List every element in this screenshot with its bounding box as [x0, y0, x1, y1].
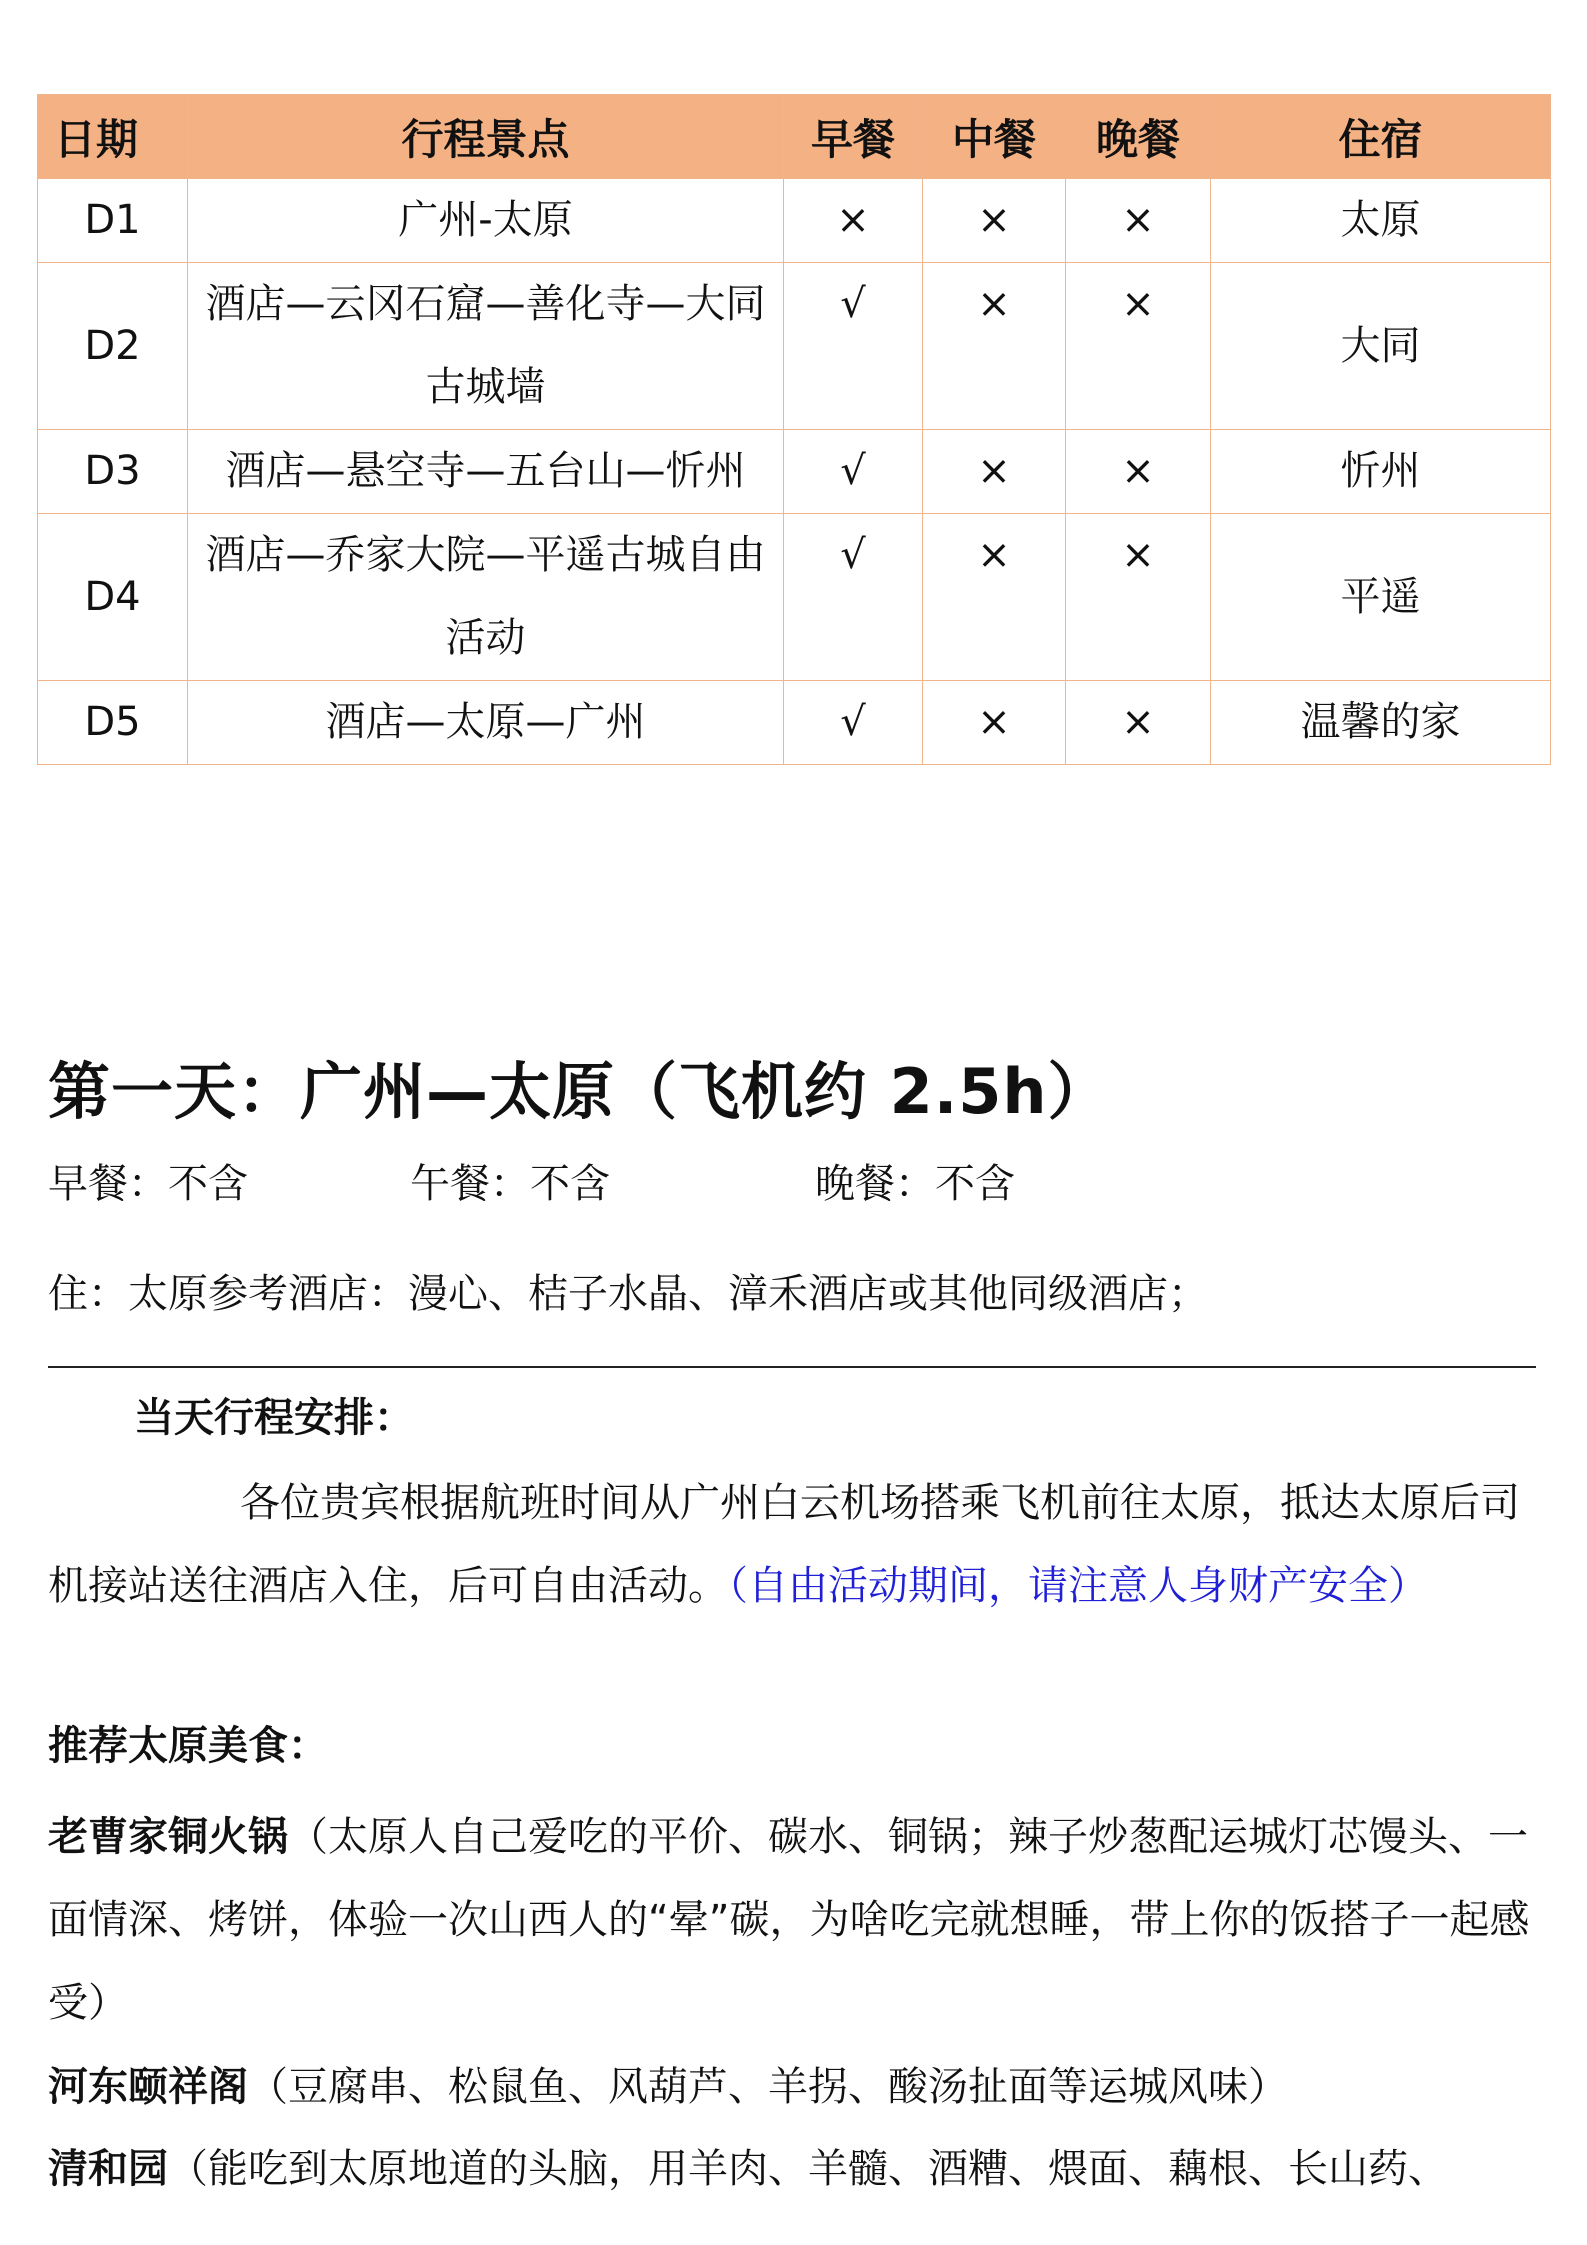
schedule-text: 各位贵宾根据航班时间从广州白云机场搭乘飞机前往太原，抵达太原后司机接站送往酒店入住，后可自由活动。: [48, 1480, 1520, 1609]
itinerary-table: [37, 94, 1551, 765]
cell-lunch: ×: [923, 514, 1066, 681]
day1-title: 第一天：广州—太原（飞机约 2.5h）: [48, 1055, 1111, 1128]
cell-breakfast: √: [784, 263, 923, 430]
food-heading: 推荐太原美食：: [48, 1723, 328, 1769]
meal-dinner: 晚餐：不含: [815, 1161, 1015, 1207]
cell-breakfast: ×: [784, 179, 923, 263]
food-name: 清和园: [48, 2146, 168, 2192]
table-row: [38, 179, 1551, 263]
hotel-info: 住：太原参考酒店：漫心、桔子水晶、漳禾酒店或其他同级酒店；: [48, 1271, 1208, 1317]
food-name: 老曹家铜火锅: [48, 1814, 288, 1860]
table-row: [38, 681, 1551, 765]
schedule-paragraph: [48, 1462, 1538, 1628]
header-route: 行程景点: [188, 95, 784, 179]
cell-stay: 平遥: [1211, 514, 1551, 681]
cell-dinner: ×: [1066, 430, 1211, 514]
cell-dinner: ×: [1066, 514, 1211, 681]
cell-stay: 大同: [1211, 263, 1551, 430]
cell-lunch: ×: [923, 430, 1066, 514]
table-header-row: [38, 95, 1551, 179]
cell-route: 酒店—太原—广州: [188, 681, 784, 765]
food-item: [48, 2128, 1538, 2211]
cell-stay: 温馨的家: [1211, 681, 1551, 765]
cell-dinner: ×: [1066, 179, 1211, 263]
food-desc: （豆腐串、松鼠鱼、风葫芦、羊拐、酸汤扯面等运城风味）: [248, 2064, 1288, 2110]
cell-stay: 太原: [1211, 179, 1551, 263]
cell-route: 酒店—悬空寺—五台山—忻州: [188, 430, 784, 514]
food-name: 河东颐祥阁: [48, 2064, 248, 2110]
cell-date: D3: [38, 430, 188, 514]
header-dinner: 晚餐: [1066, 95, 1211, 179]
table-row: [38, 430, 1551, 514]
cell-date: D2: [38, 263, 188, 430]
food-item: [48, 2046, 1538, 2129]
cell-breakfast: √: [784, 430, 923, 514]
cell-date: D4: [38, 514, 188, 681]
table-row: [38, 514, 1551, 681]
food-desc: （太原人自己爱吃的平价、碳水、铜锅；辣子炒葱配运城灯芯馒头、一面情深、烤饼，体验一次山西人的“晕”碳，为啥吃完就想睡，带上你的饭搭子一起感受）: [48, 1814, 1530, 2026]
cell-breakfast: √: [784, 681, 923, 765]
cell-breakfast: √: [784, 514, 923, 681]
schedule-heading: 当天行程安排：: [134, 1395, 414, 1441]
food-item: [48, 1796, 1538, 2045]
header-breakfast: 早餐: [784, 95, 923, 179]
cell-date: D5: [38, 681, 188, 765]
header-stay: 住宿: [1211, 95, 1551, 179]
cell-dinner: ×: [1066, 681, 1211, 765]
section-divider: [48, 1366, 1536, 1368]
cell-stay: 忻州: [1211, 430, 1551, 514]
cell-route: 酒店—乔家大院—平遥古城自由活动: [188, 514, 784, 681]
meal-lunch: 午餐：不含: [410, 1161, 610, 1207]
cell-route: 酒店—云冈石窟—善化寺—大同古城墙: [188, 263, 784, 430]
header-lunch: 中餐: [923, 95, 1066, 179]
cell-route: 广州-太原: [188, 179, 784, 263]
food-desc: （能吃到太原地道的头脑，用羊肉、羊髓、酒糟、煨面、藕根、长山药、: [168, 2146, 1448, 2192]
meal-breakfast: 早餐：不含: [48, 1161, 248, 1207]
cell-lunch: ×: [923, 681, 1066, 765]
cell-dinner: ×: [1066, 263, 1211, 430]
cell-date: D1: [38, 179, 188, 263]
table-row: [38, 263, 1551, 430]
safety-note: （自由活动期间，请注意人身财产安全）: [728, 1563, 1428, 1609]
header-date: 日期: [38, 95, 188, 179]
cell-lunch: ×: [923, 263, 1066, 430]
cell-lunch: ×: [923, 179, 1066, 263]
